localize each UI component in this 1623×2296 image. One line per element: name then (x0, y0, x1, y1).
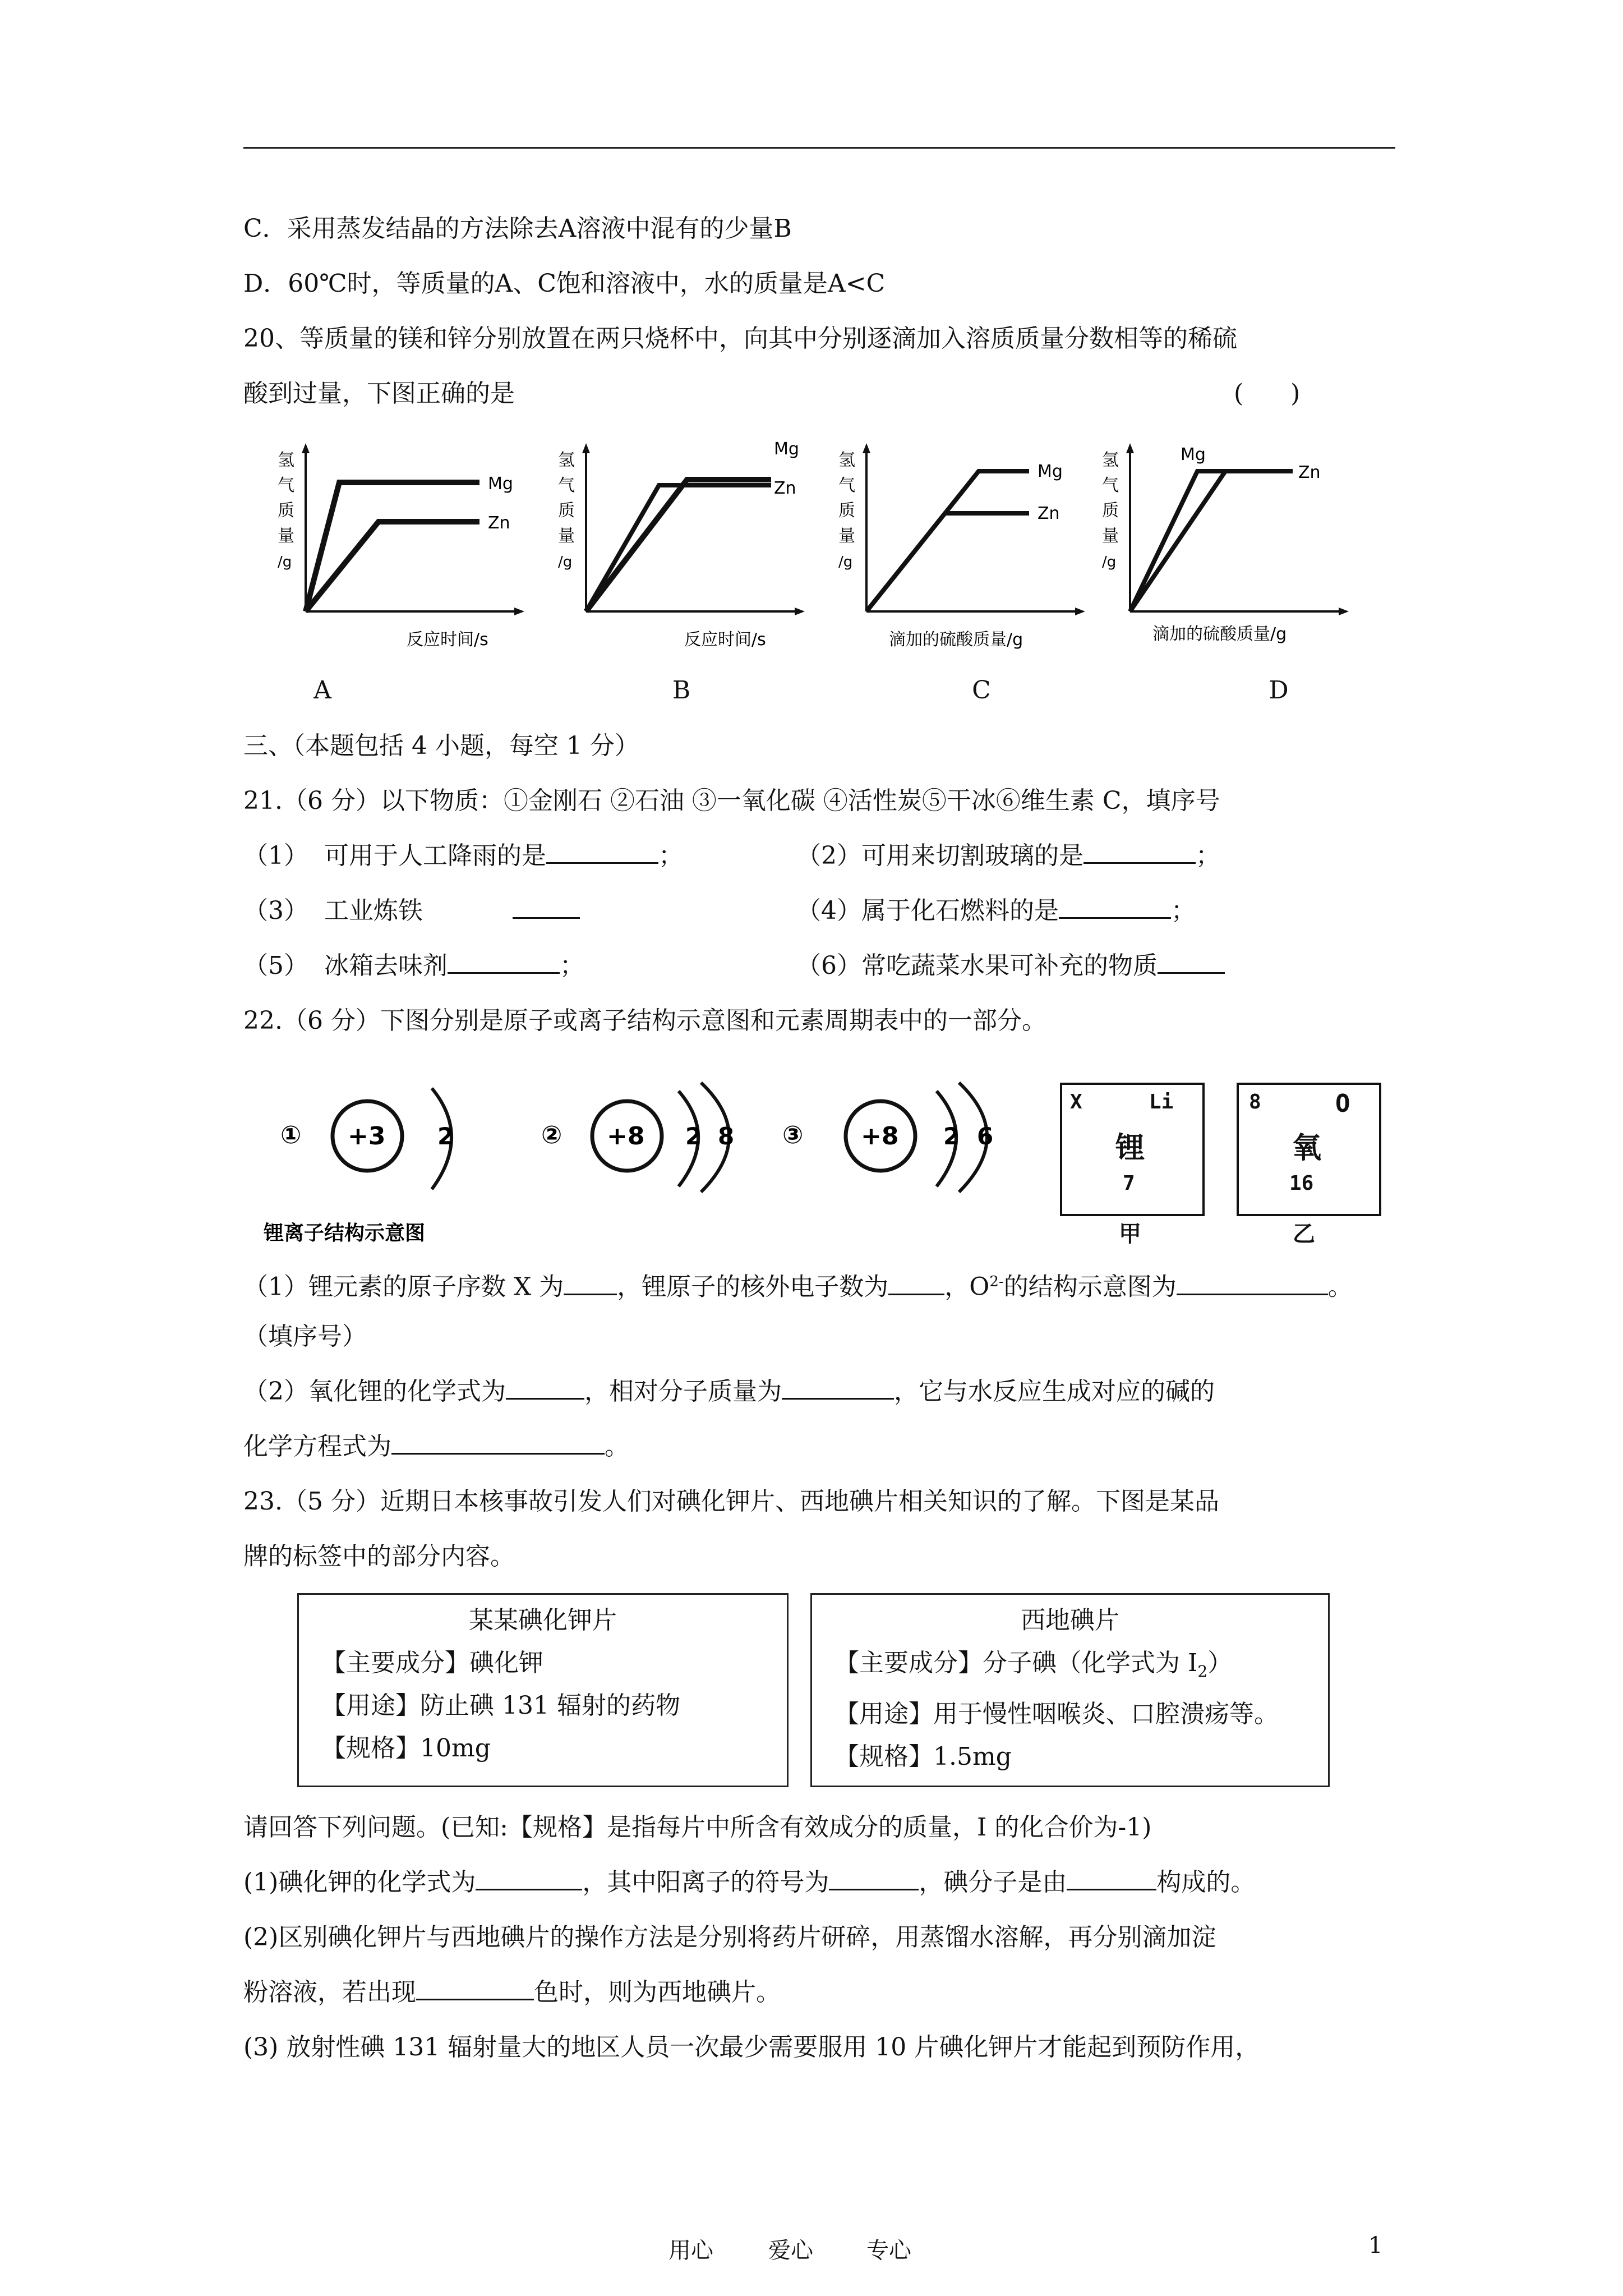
q22-part-2: （2）氧化锂的化学式为 ，相对分子质量为 ，它与水反应生成对应的碱的 (243, 1375, 1215, 1409)
graph-b (547, 438, 810, 662)
answer-blank[interactable] (782, 1375, 894, 1400)
y-arrow (1126, 443, 1134, 453)
graph-b-letter: B (672, 676, 691, 705)
legend-zn: Zn (488, 513, 510, 533)
ylabel-2: 气 (558, 476, 575, 495)
series-zn-line (306, 522, 479, 611)
q22-part-2-cont: 化学方程式为 。 (243, 1430, 629, 1464)
q19-option-d: D．60℃时，等质量的A、C饱和溶液中，水的质量是A<C (243, 269, 886, 298)
structure-2-shell-2-electrons: 8 (718, 1122, 735, 1150)
structure-2-shell-1-electrons: 2 (685, 1122, 702, 1150)
structure-2-charge: +8 (607, 1122, 645, 1151)
legend-mg: Mg (1181, 445, 1206, 464)
xlabel: 滴加的硫酸质量/g (1152, 624, 1287, 644)
label-title: 某某碘化钾片 (469, 1606, 617, 1635)
y-arrow (302, 443, 310, 453)
q22-part-1: （1）锂元素的原子序数 X 为 ，锂原子的核外电子数为 ，$O^{2-}$的结构示意图为 。 (243, 1265, 1353, 1304)
q23-part-3: (3) 放射性碘 131 辐射量大的地区人员一次最少需要服用 10 片碘化钾片才能起到预防作用， (243, 2033, 1260, 2062)
ylabel-2: 气 (1102, 476, 1119, 495)
q21-item-6: （6）常吃蔬菜水果可补充的物质 (796, 949, 1225, 983)
q23-stem-line1: 23.（5 分）近期日本核事故引发人们对碘化钾片、西地碘片相关知识的了解。下图是某品 (243, 1487, 1219, 1516)
ylabel-5: /g (558, 554, 573, 570)
label-potassium-iodide (297, 1593, 789, 1787)
answer-blank[interactable] (1059, 895, 1171, 919)
series-zn-line (1130, 471, 1225, 611)
structure-3-shell-1-electrons: 2 (943, 1122, 960, 1150)
page-number: 1 (1368, 2233, 1383, 2258)
legend-mg: Mg (488, 474, 513, 494)
graph-c (827, 438, 1091, 662)
ylabel-4: 量 (278, 526, 294, 546)
q21-item-5: （5） 冰箱去味剂 ； (243, 949, 584, 983)
ylabel-4: 量 (1102, 526, 1119, 546)
structure-1-shell-1-electrons: 2 (437, 1122, 454, 1150)
structure-3-number: ③ (782, 1121, 804, 1149)
q22-stem: 22.（6 分）下图分别是原子或离子结构示意图和元素周期表中的一部分。 (243, 1006, 1046, 1035)
series-mg-line (306, 482, 479, 611)
answer-blank[interactable] (564, 1271, 617, 1295)
footer-right: 专心 (866, 2238, 911, 2263)
ylabel-2: 气 (278, 476, 294, 495)
q20-stem-line2: 酸到过量，下图正确的是 (243, 379, 515, 408)
q23-note: 请回答下列问题。(已知:【规格】是指每片中所含有效成分的质量，I 的化合价为-1) (243, 1813, 1152, 1842)
answer-blank[interactable] (416, 1976, 534, 2000)
q23-stem-line2: 牌的标签中的部分内容。 (243, 1542, 515, 1571)
answer-parentheses: ( ) (1234, 379, 1301, 408)
xlabel: 反应时间/s (684, 630, 766, 650)
series-zn-line (586, 485, 771, 611)
footer-mid: 爱心 (768, 2238, 813, 2263)
answer-blank[interactable] (1083, 840, 1196, 864)
section-heading: 三、（本题包括 4 小题，每空 1 分） (243, 731, 639, 760)
q21-item-3: （3） 工业炼铁 (243, 894, 580, 928)
answer-blank[interactable] (546, 840, 658, 864)
ylabel-1: 氢 (1102, 450, 1119, 470)
series-mg-line (866, 471, 1029, 611)
ylabel-3: 质 (278, 501, 294, 521)
atomic-number: 8 (1249, 1091, 1261, 1114)
structure-1-charge: +3 (348, 1122, 386, 1151)
y-arrow (582, 443, 590, 453)
graph-c-letter: C (972, 676, 991, 705)
graph-d-letter: D (1269, 676, 1289, 705)
label-xidi-iodine (810, 1593, 1330, 1787)
x-arrow (795, 608, 805, 615)
answer-blank[interactable] (888, 1271, 944, 1295)
xlabel: 反应时间/s (407, 630, 488, 650)
answer-blank[interactable] (513, 895, 580, 919)
legend-mg: Mg (774, 439, 799, 459)
series-zn-line (866, 513, 1029, 611)
footer-left: 用心 (668, 2238, 713, 2263)
element-symbol: O (1335, 1089, 1350, 1118)
atomic-structure-diagrams (264, 1077, 1026, 1245)
atomic-mass: 7 (1123, 1172, 1135, 1195)
ylabel-5: /g (838, 554, 853, 570)
label-title: 西地碘片 (1021, 1606, 1119, 1635)
atomic-mass: 16 (1289, 1172, 1314, 1195)
q23-part-2-cont: 粉溶液，若出现 色时，则为西地碘片。 (243, 1976, 781, 2009)
structure-1-number: ① (280, 1121, 302, 1149)
legend-zn: Zn (774, 478, 796, 498)
ylabel-3: 质 (1102, 501, 1119, 521)
label-row: 【用途】用于慢性咽喉炎、口腔溃疡等。 (834, 1699, 1279, 1728)
q21-item-4: （4）属于化石燃料的是 ； (796, 894, 1196, 928)
structure-3-charge: +8 (861, 1122, 899, 1151)
cell-label-jia: 甲 (1119, 1221, 1141, 1247)
q23-part-2: (2)区别碘化钾片与西地碘片的操作方法是分别将药片研碎，用蒸馏水溶解，再分别滴加淀 (243, 1923, 1216, 1952)
header-rule (243, 147, 1395, 149)
ylabel-3: 质 (558, 501, 575, 521)
graph-a-letter: A (313, 676, 331, 705)
ylabel-3: 质 (838, 501, 855, 521)
label-row: 【主要成分】分子碘（化学式为 $I_2$） (834, 1649, 1233, 1681)
ylabel-4: 量 (838, 526, 855, 546)
answer-blank[interactable] (1067, 1866, 1156, 1890)
legend-mg: Mg (1038, 462, 1063, 481)
structure-2-number: ② (541, 1121, 562, 1149)
x-arrow (1339, 608, 1349, 615)
element-name: 锂 (1115, 1131, 1145, 1165)
structure-3-shell-2-electrons: 6 (977, 1122, 994, 1150)
ylabel-4: 量 (558, 526, 575, 546)
q21-stem: 21.（6 分）以下物质：①金刚石 ②石油 ③一氧化碳 ④活性炭⑤干冰⑥维生素 C，填序号 (243, 786, 1220, 815)
atomic-number: X (1070, 1091, 1082, 1114)
cell-label-yi: 乙 (1293, 1221, 1315, 1247)
element-name: 氧 (1292, 1131, 1322, 1165)
ylabel-1: 氢 (558, 450, 575, 470)
periodic-cell-li (1060, 1083, 1205, 1216)
ylabel-1: 氢 (838, 450, 855, 470)
answer-blank[interactable] (1158, 950, 1225, 974)
ylabel-5: /g (1102, 554, 1117, 570)
label-row: 【规格】10mg (321, 1734, 491, 1763)
q21-item-1: （1） 可用于人工降雨的是 ； (243, 839, 683, 873)
legend-zn: Zn (1298, 463, 1321, 482)
label-row: 【用途】防止碘 131 辐射的药物 (321, 1691, 680, 1720)
q21-item-2: （2）可用来切割玻璃的是 ； (796, 839, 1220, 873)
xlabel: 滴加的硫酸质量/g (889, 630, 1023, 650)
y-arrow (863, 443, 870, 453)
ylabel-1: 氢 (278, 450, 294, 470)
q22-part-1-note: （填序号） (243, 1322, 367, 1351)
periodic-cell-o (1237, 1083, 1381, 1216)
legend-zn: Zn (1038, 504, 1060, 523)
answer-blank[interactable] (476, 1866, 582, 1890)
x-arrow (514, 608, 524, 615)
label-row: 【主要成分】碘化钾 (321, 1649, 543, 1677)
label-row: 【规格】1.5mg (834, 1742, 1012, 1771)
answer-blank[interactable] (448, 950, 560, 974)
answer-blank[interactable] (1177, 1271, 1328, 1295)
element-symbol: Li (1149, 1091, 1174, 1114)
x-arrow (1075, 608, 1085, 615)
answer-blank[interactable] (506, 1375, 584, 1400)
q23-part-1: (1)碘化钾的化学式为 ，其中阳离子的符号为 ，碘分子是由 构成的。 (243, 1866, 1255, 1899)
q19-option-c: C．采用蒸发结晶的方法除去A溶液中混有的少量B (243, 214, 792, 243)
ylabel-2: 气 (838, 476, 855, 495)
graph-a (266, 438, 530, 662)
ylabel-5: /g (278, 554, 292, 570)
answer-blank[interactable] (829, 1866, 919, 1890)
structure-caption: 锂离子结构示意图 (264, 1222, 426, 1245)
graph-d (1091, 438, 1354, 662)
q20-stem-line1: 20、等质量的镁和锌分别放置在两只烧杯中，向其中分别逐滴加入溶质质量分数相等的稀硫 (243, 324, 1237, 353)
series-mg-line (586, 480, 771, 611)
answer-blank[interactable] (391, 1430, 605, 1455)
